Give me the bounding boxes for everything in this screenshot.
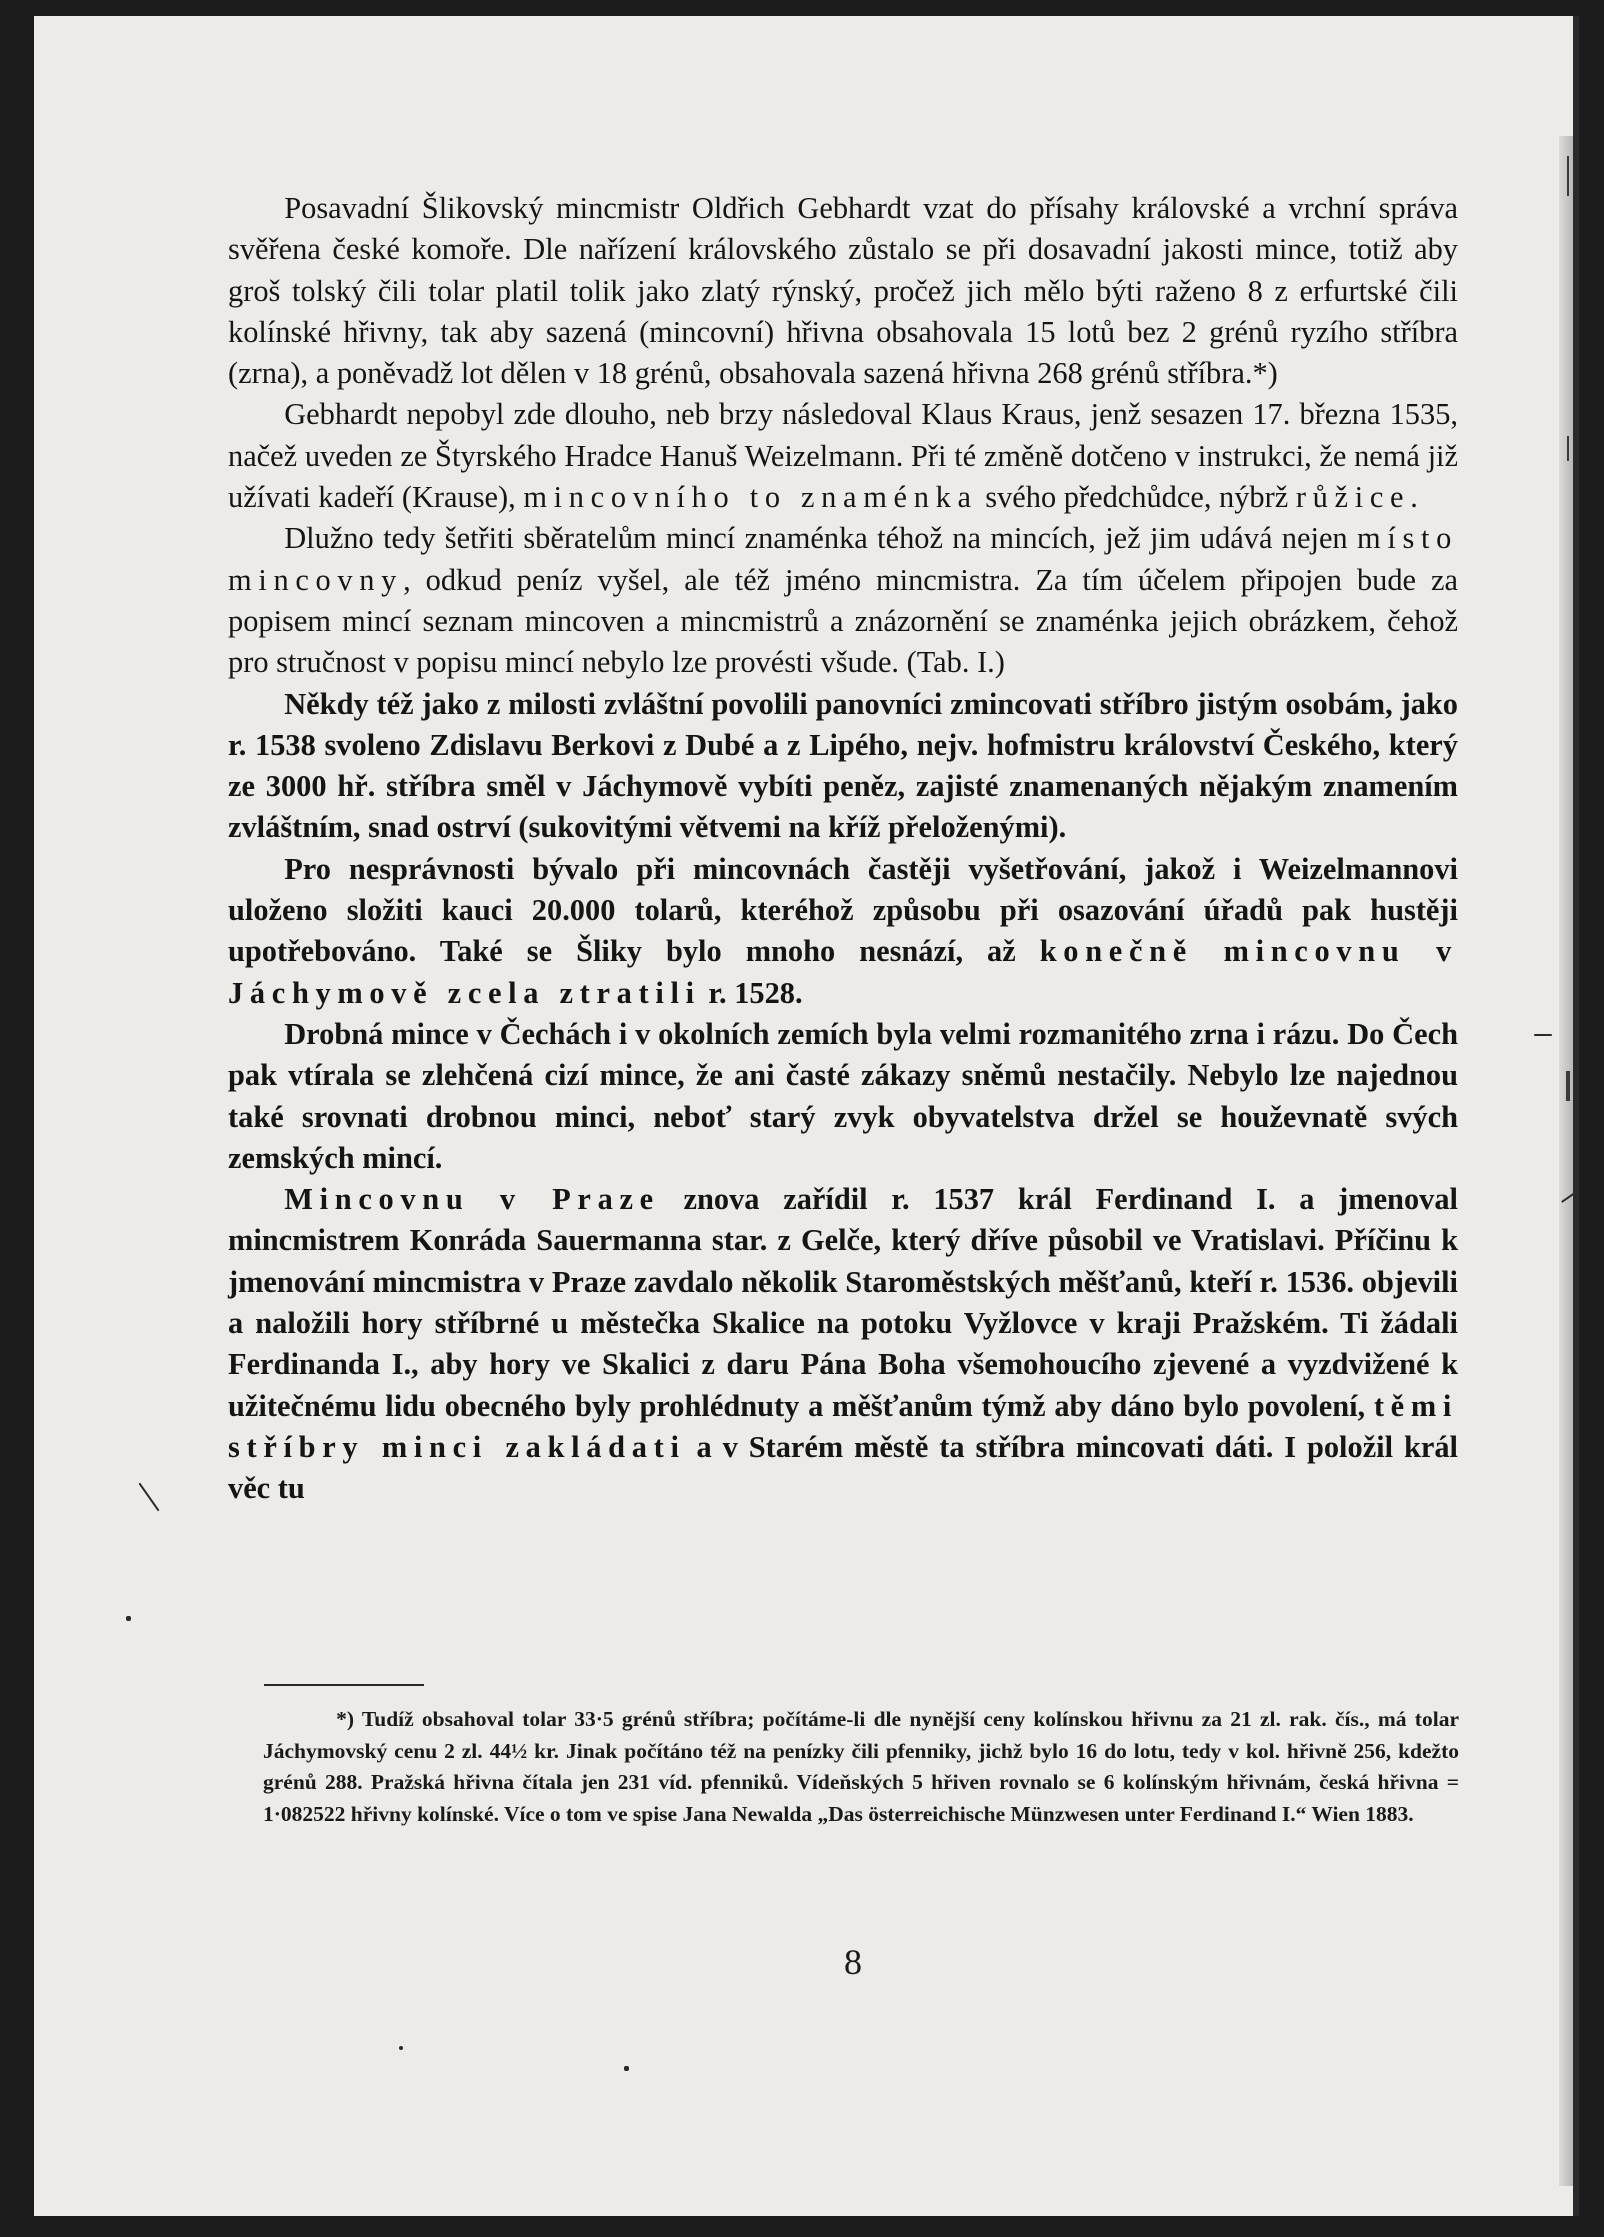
paragraph-5: Pro nesprávnosti bývalo při mincovnách častěji vyšetřování, jakož i Weizelmannovi uloženo složiti kauci 20.000 tolarů, kteréhož způsobu při osazování úřadů pak hustěji upotřebováno. Také se Šliky bylo mnoho nesnází, až konečně mincovnu v Jáchymově zcela ztratili r. 1528. (228, 851, 1458, 1010)
paragraph-7: Mincovnu v Praze znova zařídil r. 1537 král Ferdinand I. a jmenoval mincmistrem Konráda Sauermanna star. z Gelče, který dříve působil ve Vratislavi. Příčinu k jmenování mincmistra v Praze zavdalo několik Staroměstských měšťanů, kteří r. 1536. objevili a naložili hory stříbrné u městečka Skalice na potoku Vyžlovce v kraji Pražském. Ti žádali Ferdinanda I., aby hory ve Skalici z daru Pána Boha všemohoucího zjevené a vyzdvižené k užitečnému lidu obecného byly prohlédnuty a měšťanům týmž aby dáno bylo povolení, těmi stříbry minci zakládati a v Starém městě ta stříbra mincovati dáti. I položil král věc tu (228, 1182, 1459, 1506)
paragraph-3: Dlužno tedy šetřiti sběratelům mincí znaménka téhož na mincích, jež jim udává nejen místo mincovny, odkud peníz vyšel, ale též jméno mincmistra. Za tím účelem připojen bude za popisem mincí seznam mincoven a mincmistrů a znázornění se znaménka jejich obrázkem, čehož pro stručnost v popisu mincí nebylo lze provésti všude. (Tab. I.) (228, 521, 1458, 680)
margin-mark (1567, 436, 1569, 461)
spaced-emphasis: Mincovnu v Praze (284, 1182, 660, 1217)
spaced-emphasis: místo mincovny (228, 521, 1458, 597)
speck (399, 2046, 403, 2050)
speck (138, 1483, 159, 1512)
speck (1534, 1034, 1552, 1036)
speck (624, 2066, 629, 2071)
paragraph-6: Drobná mince v Čechách i v okolních zemích byla velmi rozmanitého zrna i rázu. Do Čech pak vtírala se zlehčená cizí mince, že ani časté zákazy sněmů nestačily. Nebylo lze najednou také srovnati drobnou minci, neboť starý zvyk obyvatelstva držel se houževnatě svých zemských mincí. (228, 1016, 1458, 1175)
speck (126, 1616, 131, 1621)
margin-mark (1567, 156, 1569, 196)
paragraph-4: Někdy též jako z milosti zvláštní povolili panovníci zmincovati stříbro jistým osobám, jako r. 1538 svoleno Zdislavu Berkovi z Dubé a z Lipého, nejv. hofmistru království Českého, který ze 3000 hř. stříbra směl v Jáchymově vybíti peněz, zajisté znamenaných nějakým znamením zvláštním, snad ostrví (sukovitými větvemi na kříž přeloženými). (228, 686, 1458, 845)
page-edge-shadow (1559, 136, 1573, 2186)
paragraph-2: Gebhardt nepobyl zde dlouho, neb brzy následoval Klaus Kraus, jenž sesazen 17. března 1535, načež uveden ze Štyrského Hradce Hanuš Weizelmann. Při té změně dotčeno v instrukci, že nemá již užívati kadeří (Krause), mincovního to znaménka svého předchůdce, nýbrž růžice. (228, 397, 1458, 515)
page-number: 8 (844, 1942, 862, 1982)
spaced-emphasis: mincovního to znaménka (523, 480, 978, 515)
spaced-emphasis: růžice (1295, 480, 1411, 515)
paragraph-1: Posavadní Šlikovský mincmistr Oldřich Gebhardt vzat do přísahy královské a vrchní správa svěřena české komoře. Dle nařízení královského zůstalo se při dosavadní jakosti mince, totiž aby groš tolský čili tolar platil tolik jako zlatý rýnský, pročež jich mělo býti raženo 8 z erfurtské čili kolínské hřivny, tak aby sazená (mincovní) hřivna obsahovala 15 lotů bez 2 grénů ryzího stříbra (zrna), a poněvadž lot dělen v 18 grénů, obsahovala sazená hřivna 268 grénů stříbra.*) (228, 191, 1458, 391)
footnote-divider (264, 1684, 424, 1686)
book-page (34, 16, 1579, 2216)
spaced-emphasis: konečně mincovnu v Jáchymově zcela ztratili (228, 934, 1458, 1010)
spaced-emphasis: těmi stříbry minci zakládati (228, 1388, 1458, 1464)
margin-mark (1566, 1071, 1570, 1101)
main-text (228, 188, 1458, 1510)
footnote: *) Tudíž obsahoval tolar 33·5 grénů stříbra; počítáme-li dle nynější ceny kolínskou hřivnu za 21 zl. rak. čís., má tolar Jáchymovský cenu 2 zl. 44½ kr. Jinak počítáno též na penízky čili pfenniky, jichž bylo 16 do lotu, tedy v kol. hřivně 256, kdežto grénů 288. Pražská hřivna čítala jen 231 víd. pfenniků. Vídeňských 5 hřiven rovnalo se 6 kolínským hřivnám, česká hřivna = 1·082522 hřivny kolínské. Více o tom ve spise Jana Newalda „Das österreichische Münzwesen unter Ferdinand I.“ Wien 1883. (263, 1707, 1459, 1826)
